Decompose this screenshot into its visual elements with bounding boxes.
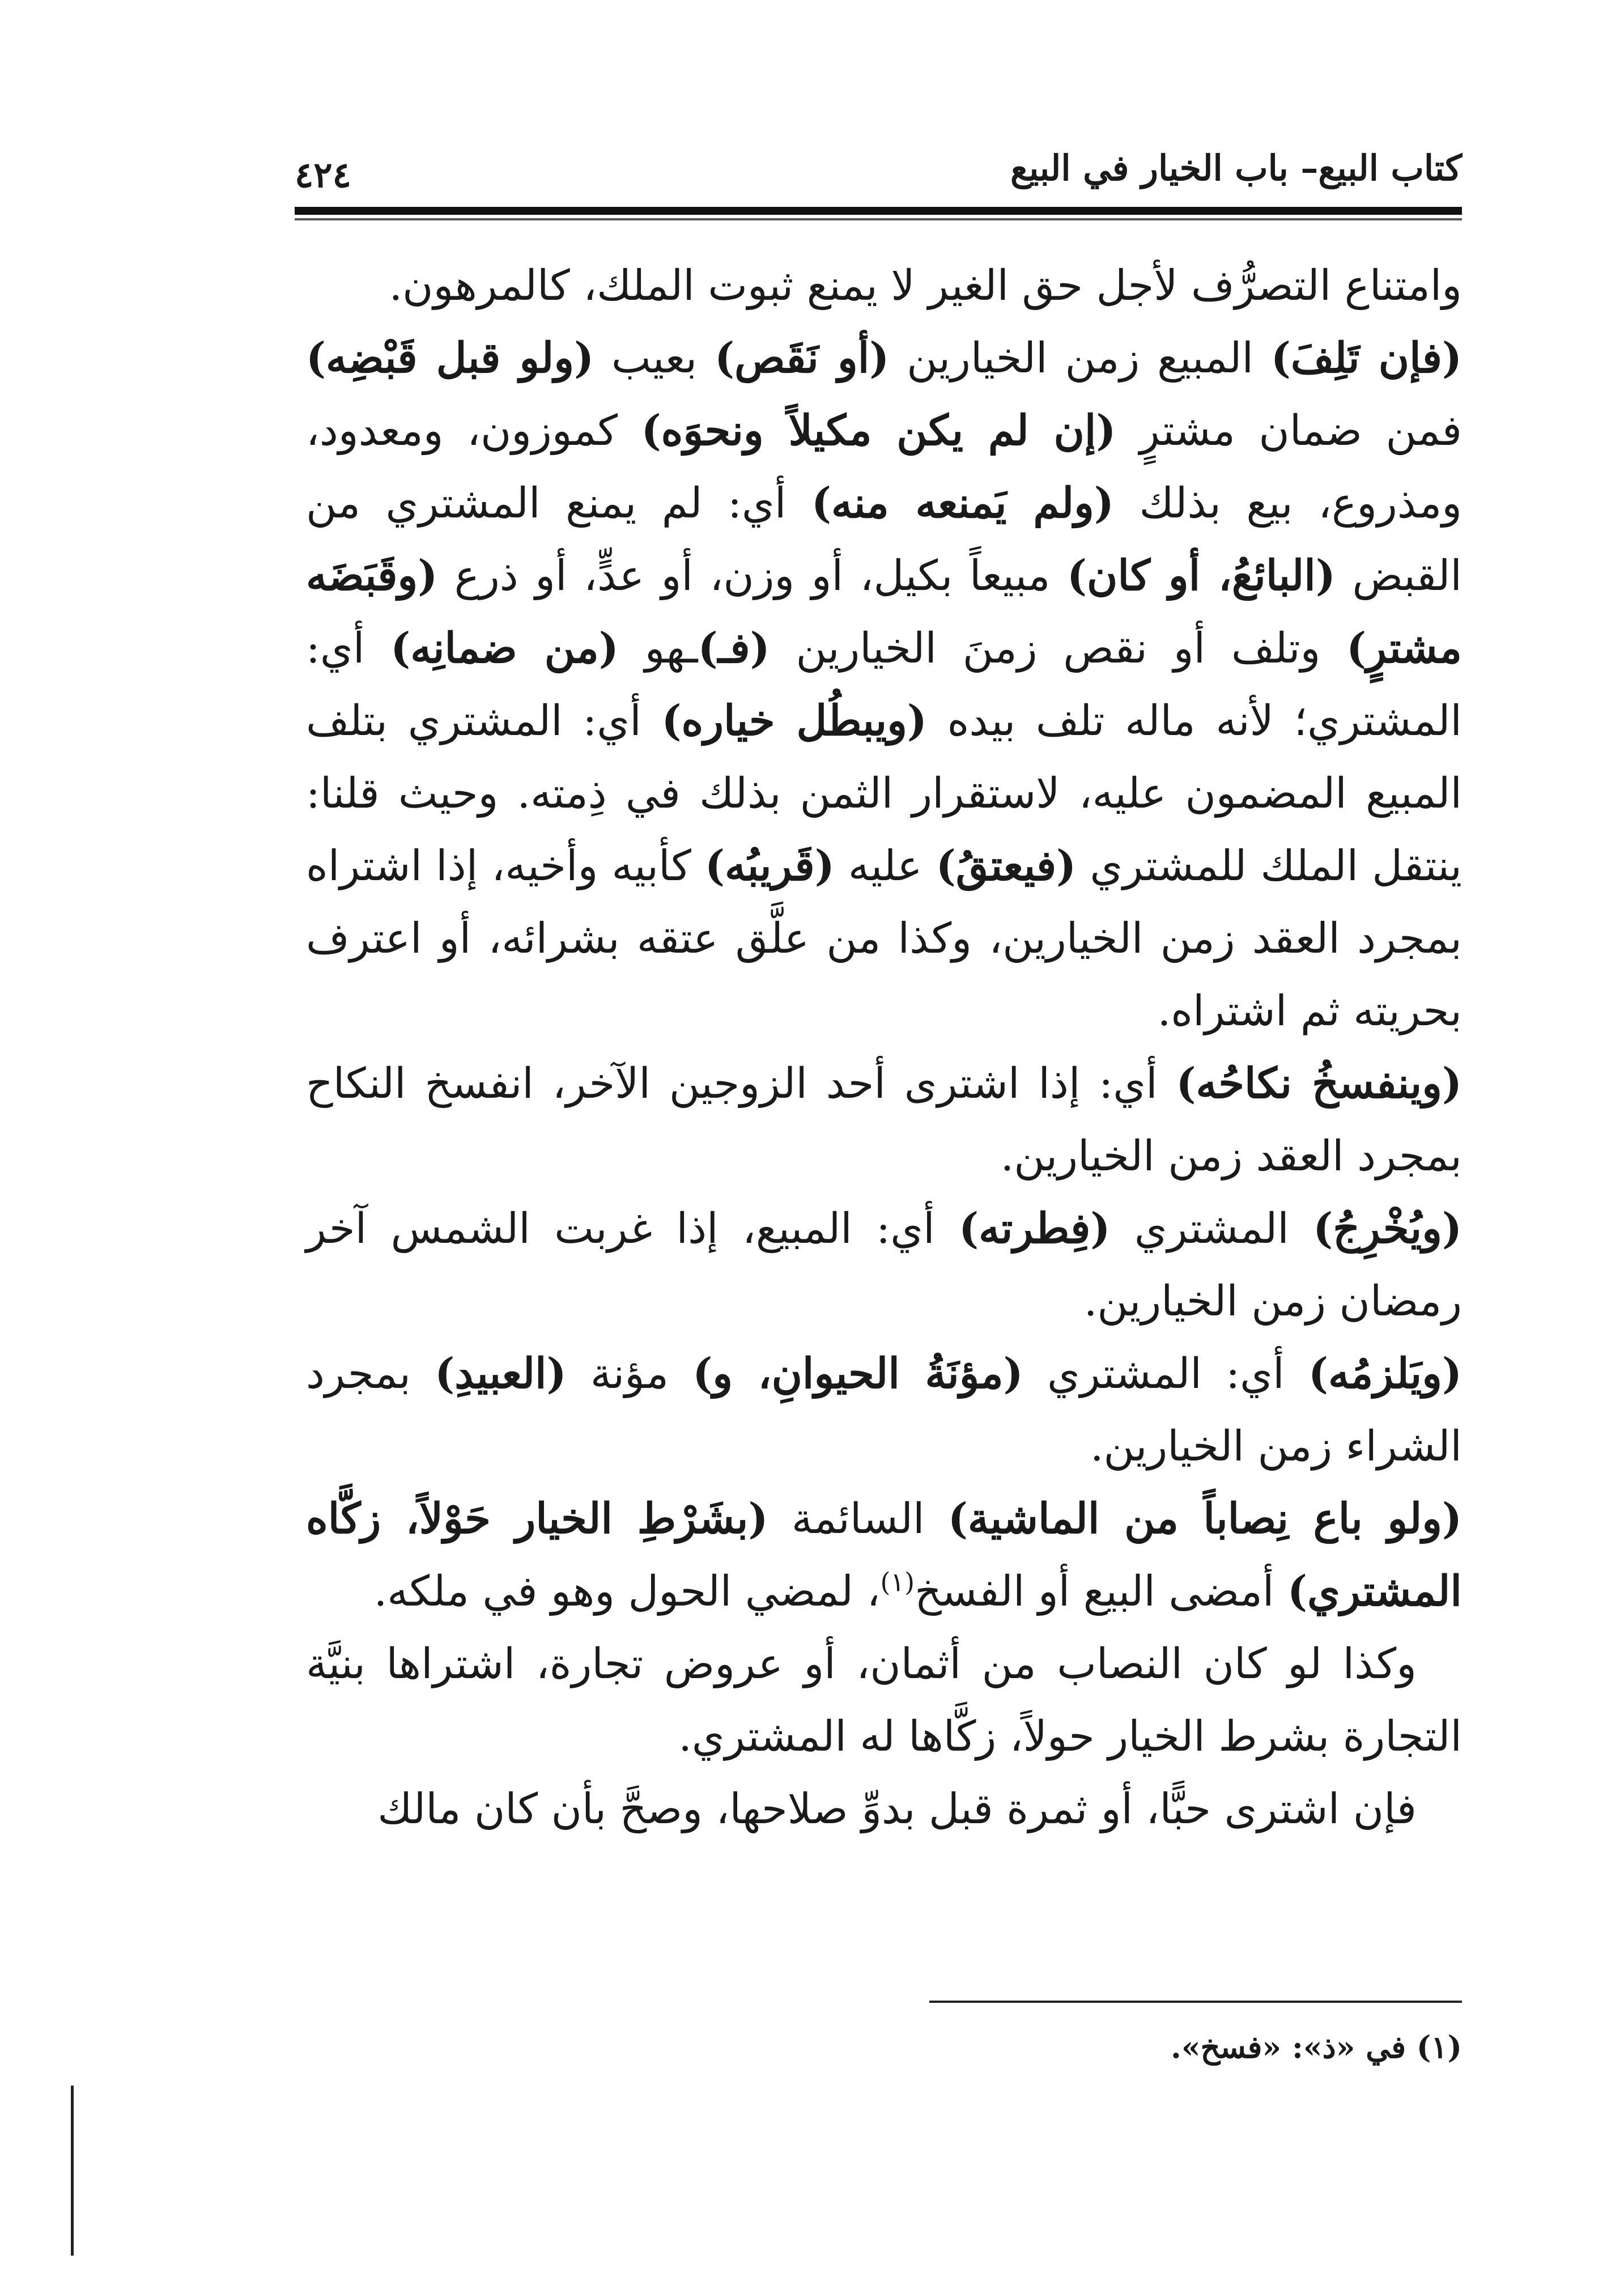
sharh-text: أي: إذا اشترى أحد الزوجين الآخر، انفسخ النكاح بمجرد العقد زمن الخيارين.	[306, 1059, 1462, 1181]
main-text	[306, 249, 1462, 1845]
footnote-marker: (١)	[880, 1566, 915, 1598]
sharh-text: وتلف أو نقص زمنَ الخيارين	[770, 624, 1347, 673]
paragraph	[306, 1337, 1462, 1483]
sharh-text: مؤنة	[566, 1349, 693, 1398]
sharh-text: المشتري	[1110, 1204, 1313, 1253]
matn-text: (فيعتقُ)	[936, 842, 1077, 890]
matn-text: (ولم يَمنعه منه)	[811, 479, 1114, 528]
paragraph	[306, 1773, 1462, 1845]
matn-text: (ويُخْرِجُ)	[1313, 1204, 1462, 1253]
paragraph	[306, 1628, 1462, 1773]
matn-text: (فِطرته)	[959, 1204, 1111, 1253]
paragraph	[306, 249, 1462, 322]
matn-text: (وقَبَضَه مشترٍ)	[306, 551, 1462, 673]
paragraph	[306, 322, 1462, 1047]
sharh-text: السائمة	[768, 1494, 948, 1543]
matn-text: (مؤنَةُ الحيوانِ، و)	[692, 1349, 1023, 1398]
sharh-text: بعيب	[594, 334, 715, 383]
matn-text: (إن لم يكن مكيلاً ونحوَه)	[641, 406, 1116, 455]
footnote: (١) في «ذ»: «فسخ».	[1171, 2029, 1462, 2065]
matn-text: (بشَرْطِ الخيار حَوْلاً، زكَّاه المشتري)	[306, 1494, 1462, 1616]
matn-text: (العبيدِ)	[435, 1349, 567, 1398]
header-rule-thick	[295, 207, 1462, 215]
matn-text: (فـ)	[698, 624, 770, 673]
sharh-text: ، لمضي الحول وهو في ملكه.	[373, 1567, 881, 1616]
sharh-text: المبيع زمن الخيارين	[889, 334, 1271, 383]
paragraph	[306, 1483, 1462, 1628]
matn-text: (ويَلزمُه)	[1308, 1349, 1462, 1398]
matn-text: (من ضمانِه)	[390, 624, 619, 673]
matn-text: (فإن تَلِفَ)	[1270, 334, 1463, 383]
matn-text: (وينفسخُ نكاحُه)	[1176, 1059, 1462, 1108]
page-header	[295, 142, 1462, 210]
header-rule-thin	[295, 218, 1462, 220]
sharh-text: فإن اشترى حبًّا، أو ثمرة قبل بدوِّ صلاحها، وصحَّ بأن كان مالك	[377, 1785, 1417, 1833]
sharh-text: وكذا لو كان النصاب من أثمان، أو عروض تجارة، اشتراها بنيَّة التجارة بشرط الخيار حولاً، زكَّاها له المشتري.	[306, 1640, 1462, 1761]
matn-text: (أو نَقَص)	[715, 334, 890, 383]
page-number: ٤٢٤	[295, 154, 351, 196]
paragraph	[306, 1192, 1462, 1337]
sharh-text: مبيعاً بكيل، أو وزن، أو عدٍّ، أو ذرع	[437, 551, 1067, 600]
sharh-text: عليه	[834, 842, 936, 890]
running-title: كتاب البيع– باب الخيار في البيع	[1010, 147, 1462, 189]
matn-text: (قَريبُه)	[704, 842, 835, 890]
sharh-text: أي: المشتري	[1023, 1349, 1308, 1398]
matn-text: (البائعُ، أو كان)	[1066, 551, 1336, 600]
sharh-text: كموزون، ومعدود، ومذروع، بيع بذلك	[306, 406, 1462, 528]
sharh-text: كأبيه وأخيه، إذا اشتراه بمجرد العقد زمن الخيارين، وكذا من علَّق عتقه بشرائه، أو اعترف بحريته ثم اشتراه.	[306, 842, 1463, 1035]
matn-text: (ولو باع نِصاباً من الماشية)	[947, 1494, 1462, 1543]
sharh-text: ـهو	[618, 624, 698, 673]
sharh-text: فمن ضمان مشترٍ	[1116, 406, 1462, 455]
matn-text: (ولو قبل قَبْضِه)	[306, 334, 594, 383]
sharh-text: أي: لم يمنع المشتري من القبض	[306, 479, 1462, 600]
sharh-text: أمضى البيع أو الفسخ	[915, 1567, 1287, 1616]
sharh-text: وامتناع التصرُّف لأجل حق الغير لا يمنع ثبوت الملك، كالمرهون.	[389, 261, 1462, 310]
sharh-text: أي: المشتري؛ لأنه ماله تلف بيده	[306, 624, 1462, 745]
sharh-text: بمجرد الشراء زمن الخيارين.	[306, 1349, 1462, 1471]
sharh-text: أي: المبيع، إذا غربت الشمس آخر رمضان زمن الخيارين.	[306, 1204, 1462, 1326]
matn-text: (ويبطُل خياره)	[661, 697, 927, 745]
scan-margin-line	[71, 2086, 74, 2256]
sharh-text: أي: المشتري بتلف المبيع المضمون عليه، لاستقرار الثمن بذلك في ذِمته. وحيث قلنا: ينتقل الملك للمشتري	[306, 697, 1462, 890]
paragraph	[306, 1047, 1462, 1192]
footnote-separator	[929, 2001, 1462, 2003]
